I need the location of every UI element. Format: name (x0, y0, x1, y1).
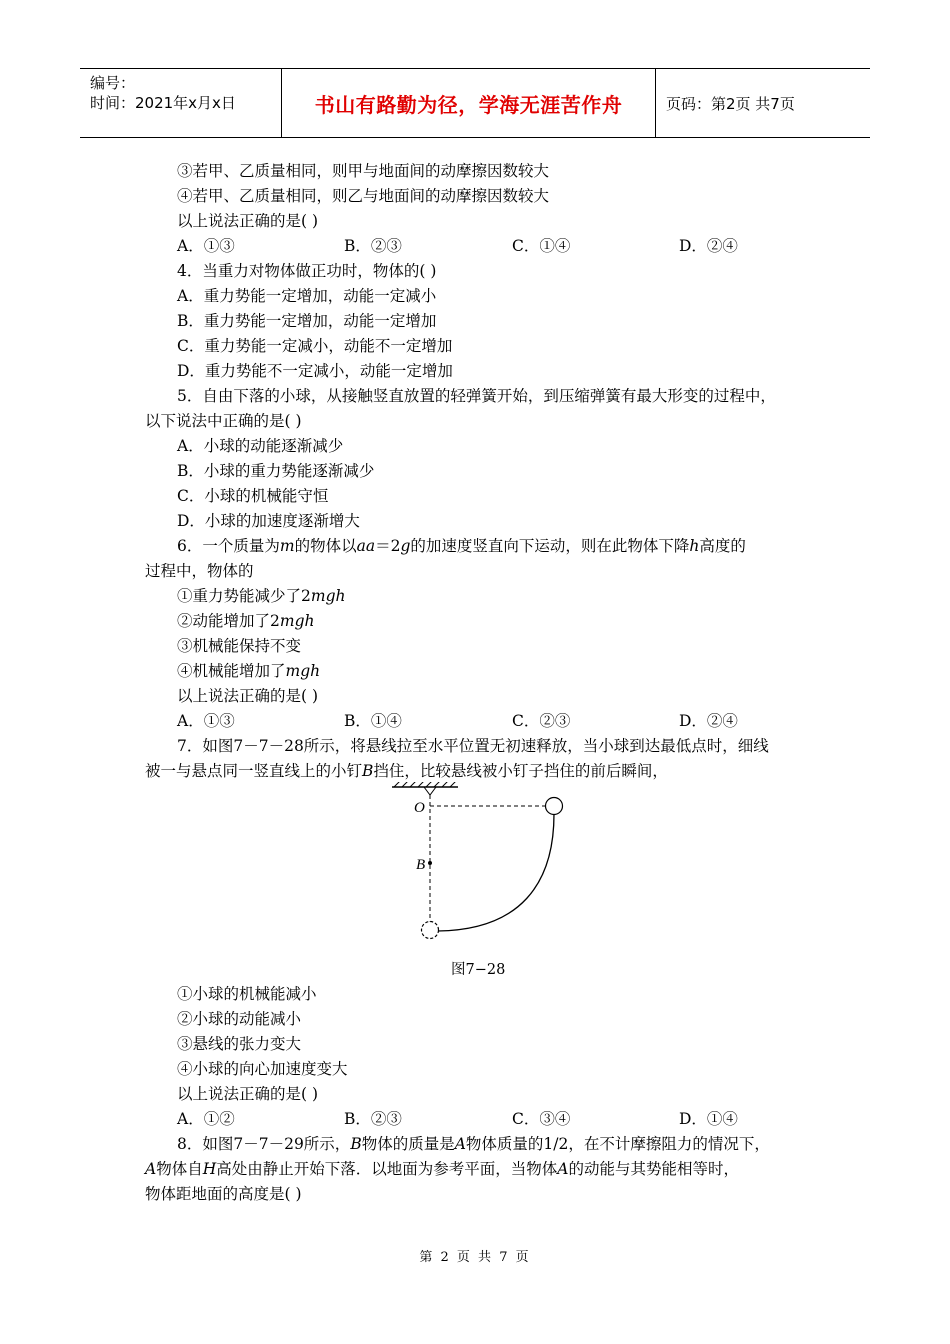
q8-var-a: A (145, 1160, 157, 1178)
swing-arc (438, 814, 554, 931)
q7-option-d: D．①④ (679, 1110, 738, 1128)
pivot-mark (424, 787, 436, 795)
q6-prompt: 以上说法正确的是( ) (177, 687, 319, 705)
q6-option-b: B．①④ (344, 712, 402, 730)
q6-text: 的物体以 (294, 537, 357, 555)
q6-statement-3: ③机械能保持不变 (177, 637, 302, 655)
q6-statement-2 (177, 611, 315, 631)
q4-option-a: A．重力势能一定增加，动能一定减小 (177, 287, 437, 305)
ball-start (546, 798, 563, 815)
q3-statement-3: ③若甲、乙质量相同，则甲与地面间的动摩擦因数较大 (177, 162, 550, 180)
q6-stem-line1 (177, 536, 746, 556)
q6-statement-4 (177, 661, 320, 681)
q8-text: 物体质量的1/2，在不计摩擦阻力的情况下， (465, 1135, 770, 1153)
q7-var-b: B (362, 762, 374, 780)
q7-text: 被一与悬点同一竖直线上的小钉 (145, 762, 363, 780)
q7-prompt: 以上说法正确的是( ) (177, 1085, 319, 1103)
header-page-info (656, 69, 870, 137)
motto-text: 书山有路勤为径，学海无涯苦作舟 (314, 92, 623, 117)
nail-b (428, 861, 432, 865)
header-motto (282, 69, 656, 137)
page-header (80, 68, 870, 138)
q7-stem-line1: 7．如图7－7－28所示，将悬线拉至水平位置无初速释放，当小球到达最低点时，细线 (177, 737, 769, 755)
page-info-text: 页码：第2页 共7页 (666, 94, 795, 113)
q6-var-mgh: mgh (310, 587, 346, 605)
q8-stem-line2 (145, 1159, 739, 1179)
q7-statement-3: ③悬线的张力变大 (177, 1035, 302, 1053)
q7-option-b: B．②③ (344, 1110, 402, 1128)
q6-var-mgh: mgh (285, 662, 321, 680)
q3-statement-4: ④若甲、乙质量相同，则乙与地面间的动摩擦因数较大 (177, 187, 550, 205)
pendulum-figure (380, 782, 580, 952)
q4-option-b: B．重力势能一定增加，动能一定增加 (177, 312, 437, 330)
time-label: 时间：2021年x月x日 (90, 94, 236, 112)
q6-text: ＝2 (375, 537, 401, 555)
ball-lowest (422, 922, 439, 939)
header-meta (80, 69, 282, 137)
q6-text: 的加速度竖直向下运动，则在此物体下降 (410, 537, 690, 555)
q6-option-c: C．②③ (512, 712, 571, 730)
page-footer: 第 2 页 共 7 页 (419, 1250, 531, 1265)
q8-text: 物体的质量是 (361, 1135, 455, 1153)
q6-text: ①重力势能减少了 (177, 587, 302, 605)
q6-var-h: h (689, 537, 700, 555)
q6-var-m: m (279, 537, 295, 555)
q4-stem: 4．当重力对物体做正功时，物体的( ) (177, 262, 437, 280)
q7-option-c: C．③④ (512, 1110, 571, 1128)
q5-stem-line2: 以下说法中正确的是( ) (145, 412, 302, 430)
q7-option-a: A．①② (177, 1110, 235, 1128)
q7-stem-line2 (145, 761, 668, 781)
figure-caption: 图7−28 (451, 962, 506, 978)
q8-stem-line1 (177, 1134, 770, 1154)
q6-var-aa: aa (356, 537, 376, 555)
q4-option-d: D．重力势能不一定减小，动能一定增加 (177, 362, 453, 380)
q6-option-d: D．②④ (679, 712, 738, 730)
label-b: B (416, 857, 426, 873)
q6-stem-line2: 过程中，物体的 (145, 562, 254, 580)
q8-var-b: B (350, 1135, 362, 1153)
q8-var-a: A (557, 1160, 569, 1178)
q3-prompt: 以上说法正确的是( ) (177, 212, 319, 230)
q5-option-b: B．小球的重力势能逐渐减少 (177, 462, 375, 480)
q6-text: ④机械能增加了 (177, 662, 286, 680)
q3-option-a: A．①③ (177, 237, 235, 255)
q3-option-c: C．①④ (512, 237, 571, 255)
q6-text: 高度的 (699, 537, 746, 555)
q3-option-b: B．②③ (344, 237, 402, 255)
label-o: O (414, 800, 425, 816)
q8-text: 的动能与其势能相等时， (568, 1160, 739, 1178)
q8-text: 物体自 (156, 1160, 203, 1178)
q5-option-d: D．小球的加速度逐渐增大 (177, 512, 360, 530)
q7-text: 挡住，比较悬线被小钉子挡住的前后瞬间， (373, 762, 668, 780)
q6-var-mgh: mgh (279, 612, 315, 630)
q5-option-a: A．小球的动能逐渐减少 (177, 437, 344, 455)
q8-var-h: H (202, 1160, 217, 1178)
q5-option-c: C．小球的机械能守恒 (177, 487, 329, 505)
number-label: 编号： (90, 74, 136, 92)
q6-var-g: g (400, 537, 411, 555)
q6-text: ②动能增加了 (177, 612, 271, 630)
q6-option-a: A．①③ (177, 712, 235, 730)
q6-statement-1 (177, 586, 346, 606)
q7-statement-4: ④小球的向心加速度变大 (177, 1060, 348, 1078)
q8-var-a: A (454, 1135, 466, 1153)
q5-stem-line1: 5．自由下落的小球，从接触竖直放置的轻弹簧开始，到压缩弹簧有最大形变的过程中， (177, 387, 776, 405)
q7-statement-1: ①小球的机械能减小 (177, 985, 317, 1003)
q6-text: 6．一个质量为 (177, 537, 280, 555)
q3-option-d: D．②④ (679, 237, 738, 255)
q6-text: 2 (270, 612, 280, 630)
q4-option-c: C．重力势能一定减小，动能不一定增加 (177, 337, 453, 355)
q8-text: 8．如图7－7－29所示， (177, 1135, 351, 1153)
q8-stem-line3: 物体距地面的高度是( ) (145, 1185, 302, 1203)
q7-statement-2: ②小球的动能减小 (177, 1010, 302, 1028)
q8-text: 高处由静止开始下落．以地面为参考平面，当物体 (216, 1160, 558, 1178)
q6-text: 2 (301, 587, 311, 605)
